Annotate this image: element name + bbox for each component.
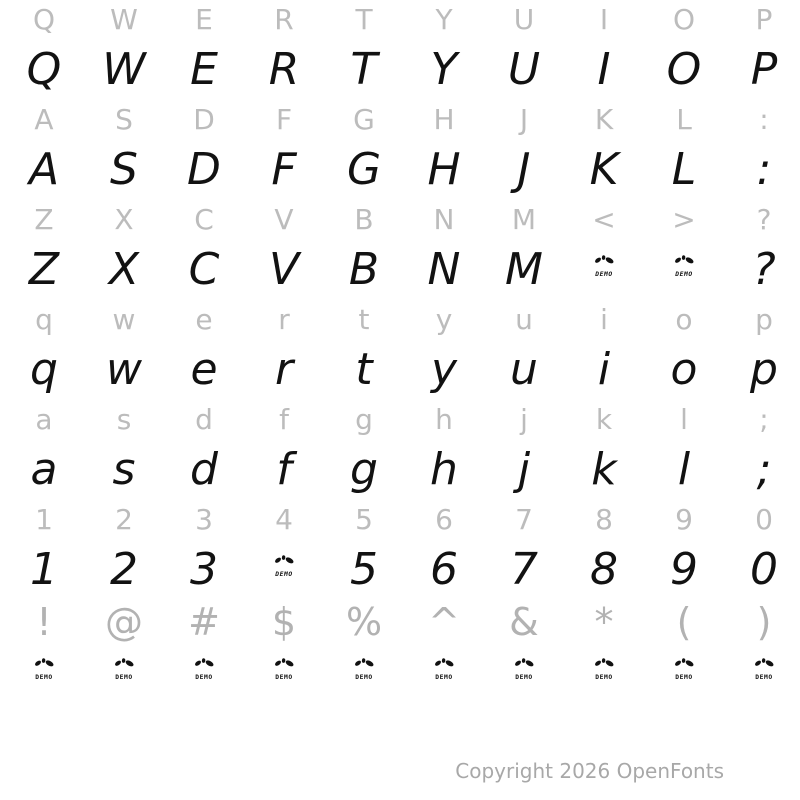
reference-char: W	[110, 3, 138, 36]
glyph-char: j	[517, 444, 531, 495]
glyph-char: I	[597, 44, 611, 95]
demo-glyph	[324, 650, 404, 684]
reference-char: S	[115, 103, 133, 136]
reference-char: k	[595, 403, 613, 436]
reference-char: 0	[755, 503, 773, 536]
demo-glyph-icon	[31, 657, 57, 681]
svg-text:DEMO: DEMO	[595, 271, 613, 278]
glyph-char: q	[30, 344, 58, 395]
demo-glyph	[644, 242, 724, 298]
glyph-char: C	[188, 244, 220, 295]
reference-char: H	[433, 103, 455, 136]
reference-char: Y	[435, 3, 453, 36]
demo-glyph	[244, 542, 324, 598]
demo-glyph-icon	[351, 657, 377, 681]
reference-char: E	[195, 3, 213, 36]
reference-char: 2	[115, 503, 133, 536]
glyph-char: a	[30, 444, 58, 495]
glyph-char: h	[430, 444, 458, 495]
glyph-char: P	[750, 44, 778, 95]
reference-char: U	[513, 3, 535, 36]
reference-char: C	[194, 203, 214, 236]
reference-char: T	[355, 3, 373, 36]
reference-char: X	[114, 203, 134, 236]
glyph-char: o	[670, 344, 698, 395]
reference-char: 8	[595, 503, 613, 536]
reference-char: r	[278, 303, 290, 336]
glyph-row	[4, 442, 800, 498]
reference-row	[4, 300, 800, 340]
reference-row	[4, 200, 800, 240]
reference-char: 4	[275, 503, 293, 536]
glyph-char: e	[190, 344, 218, 395]
reference-char: ^	[428, 600, 460, 644]
reference-char: !	[36, 600, 52, 644]
demo-glyph	[164, 650, 244, 684]
demo-glyph	[4, 650, 84, 684]
glyph-char: i	[597, 344, 611, 395]
reference-char: a	[35, 403, 53, 436]
demo-glyph-icon	[271, 657, 297, 681]
svg-text:DEMO: DEMO	[435, 674, 453, 681]
glyph-char: 7	[510, 544, 538, 595]
glyph-row	[4, 242, 800, 298]
glyph-char: s	[112, 444, 136, 495]
reference-char: :	[759, 103, 769, 136]
reference-char: A	[34, 103, 54, 136]
reference-char: $	[271, 600, 297, 644]
glyph-char: d	[190, 444, 218, 495]
reference-char: w	[112, 303, 136, 336]
glyph-char: g	[350, 444, 378, 495]
glyph-char: ;	[756, 444, 772, 495]
glyph-char: K	[589, 144, 619, 195]
glyph-char: G	[346, 144, 382, 195]
demo-glyph-icon	[511, 657, 537, 681]
reference-row	[4, 400, 800, 440]
demo-glyph	[244, 650, 324, 684]
reference-char: *	[594, 600, 614, 644]
demo-glyph	[484, 650, 564, 684]
glyph-char: 1	[30, 544, 58, 595]
glyph-row	[4, 42, 800, 98]
reference-char: (	[676, 600, 692, 644]
svg-text:DEMO: DEMO	[675, 674, 693, 681]
glyph-row	[4, 342, 800, 398]
reference-char: &	[509, 600, 539, 644]
reference-char: D	[193, 103, 215, 136]
reference-char: q	[35, 303, 53, 336]
demo-glyph-icon	[191, 657, 217, 681]
svg-text:DEMO: DEMO	[595, 674, 613, 681]
glyph-char: R	[268, 44, 300, 95]
glyph-char: u	[510, 344, 538, 395]
reference-char: <	[592, 203, 616, 236]
reference-char: f	[279, 403, 289, 436]
reference-char: M	[511, 203, 537, 236]
reference-row	[4, 596, 800, 648]
glyph-char: 0	[750, 544, 778, 595]
reference-char: 3	[195, 503, 213, 536]
reference-char: h	[435, 403, 453, 436]
reference-char: u	[515, 303, 533, 336]
glyph-char: U	[507, 44, 541, 95]
reference-char: 5	[355, 503, 373, 536]
reference-char: t	[358, 303, 370, 336]
reference-char: 9	[675, 503, 693, 536]
reference-char: N	[433, 203, 455, 236]
glyph-char: H	[427, 144, 461, 195]
demo-glyph	[724, 650, 800, 684]
svg-text:DEMO: DEMO	[515, 674, 533, 681]
svg-text:DEMO: DEMO	[675, 271, 693, 278]
reference-char: G	[353, 103, 375, 136]
demo-glyph	[564, 650, 644, 684]
reference-char: P	[755, 3, 773, 36]
reference-char: I	[599, 3, 609, 36]
glyph-char: 5	[350, 544, 378, 595]
glyph-char: F	[271, 144, 297, 195]
glyph-char: E	[190, 44, 218, 95]
glyph-char: B	[348, 244, 380, 295]
glyph-char: 2	[110, 544, 138, 595]
svg-text:DEMO: DEMO	[275, 674, 293, 681]
reference-char: ?	[756, 203, 772, 236]
glyph-char: O	[666, 44, 702, 95]
glyph-char: T	[350, 44, 378, 95]
reference-char: O	[672, 3, 696, 36]
reference-row	[4, 500, 800, 540]
glyph-row	[4, 650, 800, 684]
reference-char: d	[195, 403, 213, 436]
glyph-char: w	[106, 344, 142, 395]
glyph-char: X	[108, 244, 140, 295]
reference-char: )	[756, 600, 772, 644]
glyph-char: k	[591, 444, 617, 495]
svg-text:DEMO: DEMO	[755, 674, 773, 681]
demo-glyph-icon	[671, 657, 697, 681]
copyright-text: Copyright 2026 OpenFonts	[455, 759, 724, 783]
svg-text:DEMO: DEMO	[275, 571, 293, 578]
reference-char: L	[676, 103, 692, 136]
reference-row	[4, 0, 800, 40]
reference-char: K	[594, 103, 614, 136]
glyph-row	[4, 542, 800, 598]
reference-char: F	[275, 103, 293, 136]
reference-char: y	[435, 303, 453, 336]
reference-char: 6	[435, 503, 453, 536]
reference-char: Z	[34, 203, 54, 236]
glyph-char: W	[102, 44, 146, 95]
glyph-char: l	[677, 444, 691, 495]
glyph-char: r	[274, 344, 294, 395]
demo-glyph-icon	[751, 657, 777, 681]
demo-glyph-icon	[431, 657, 457, 681]
glyph-char: y	[430, 344, 458, 395]
glyph-char: 3	[190, 544, 218, 595]
glyph-char: V	[268, 244, 300, 295]
glyph-char: :	[756, 144, 772, 195]
reference-char: s	[116, 403, 132, 436]
demo-glyph	[84, 650, 164, 684]
glyph-char: J	[517, 144, 531, 195]
demo-glyph	[564, 242, 644, 298]
reference-char: #	[188, 600, 220, 644]
reference-char: >	[672, 203, 696, 236]
reference-char: l	[680, 403, 688, 436]
reference-char: B	[354, 203, 374, 236]
glyph-char: 9	[670, 544, 698, 595]
glyph-char: p	[750, 344, 778, 395]
reference-char: %	[345, 600, 383, 644]
reference-char: ;	[759, 403, 769, 436]
glyph-char: Z	[28, 244, 60, 295]
demo-glyph-icon	[591, 254, 617, 278]
glyph-char: N	[427, 244, 461, 295]
reference-row	[4, 100, 800, 140]
glyph-char: L	[671, 144, 697, 195]
reference-char: 7	[515, 503, 533, 536]
reference-char: Q	[32, 3, 56, 36]
svg-text:DEMO: DEMO	[355, 674, 373, 681]
glyph-char: 6	[430, 544, 458, 595]
glyph-char: f	[276, 444, 292, 495]
glyph-row	[4, 142, 800, 198]
svg-text:DEMO: DEMO	[35, 674, 53, 681]
reference-char: V	[274, 203, 294, 236]
demo-glyph	[644, 650, 724, 684]
demo-glyph-icon	[671, 254, 697, 278]
svg-text:DEMO: DEMO	[195, 674, 213, 681]
demo-glyph-icon	[111, 657, 137, 681]
demo-glyph-icon	[591, 657, 617, 681]
reference-char: J	[519, 103, 529, 136]
glyph-char: S	[110, 144, 138, 195]
glyph-char: A	[28, 144, 60, 195]
reference-char: R	[274, 3, 294, 36]
reference-char: g	[355, 403, 373, 436]
reference-char: e	[195, 303, 213, 336]
glyph-char: D	[187, 144, 221, 195]
reference-char: j	[520, 403, 528, 436]
reference-char: o	[675, 303, 693, 336]
glyph-char: M	[505, 244, 543, 295]
demo-glyph-icon	[271, 554, 297, 578]
glyph-char: Q	[26, 44, 62, 95]
reference-char: @	[105, 600, 143, 644]
reference-char: 1	[35, 503, 53, 536]
reference-char: p	[755, 303, 773, 336]
demo-glyph	[404, 650, 484, 684]
svg-text:DEMO: DEMO	[115, 674, 133, 681]
glyph-char: 8	[590, 544, 618, 595]
glyph-char: t	[355, 344, 373, 395]
reference-char: i	[600, 303, 608, 336]
glyph-char: ?	[752, 244, 776, 295]
glyph-char: Y	[430, 44, 458, 95]
